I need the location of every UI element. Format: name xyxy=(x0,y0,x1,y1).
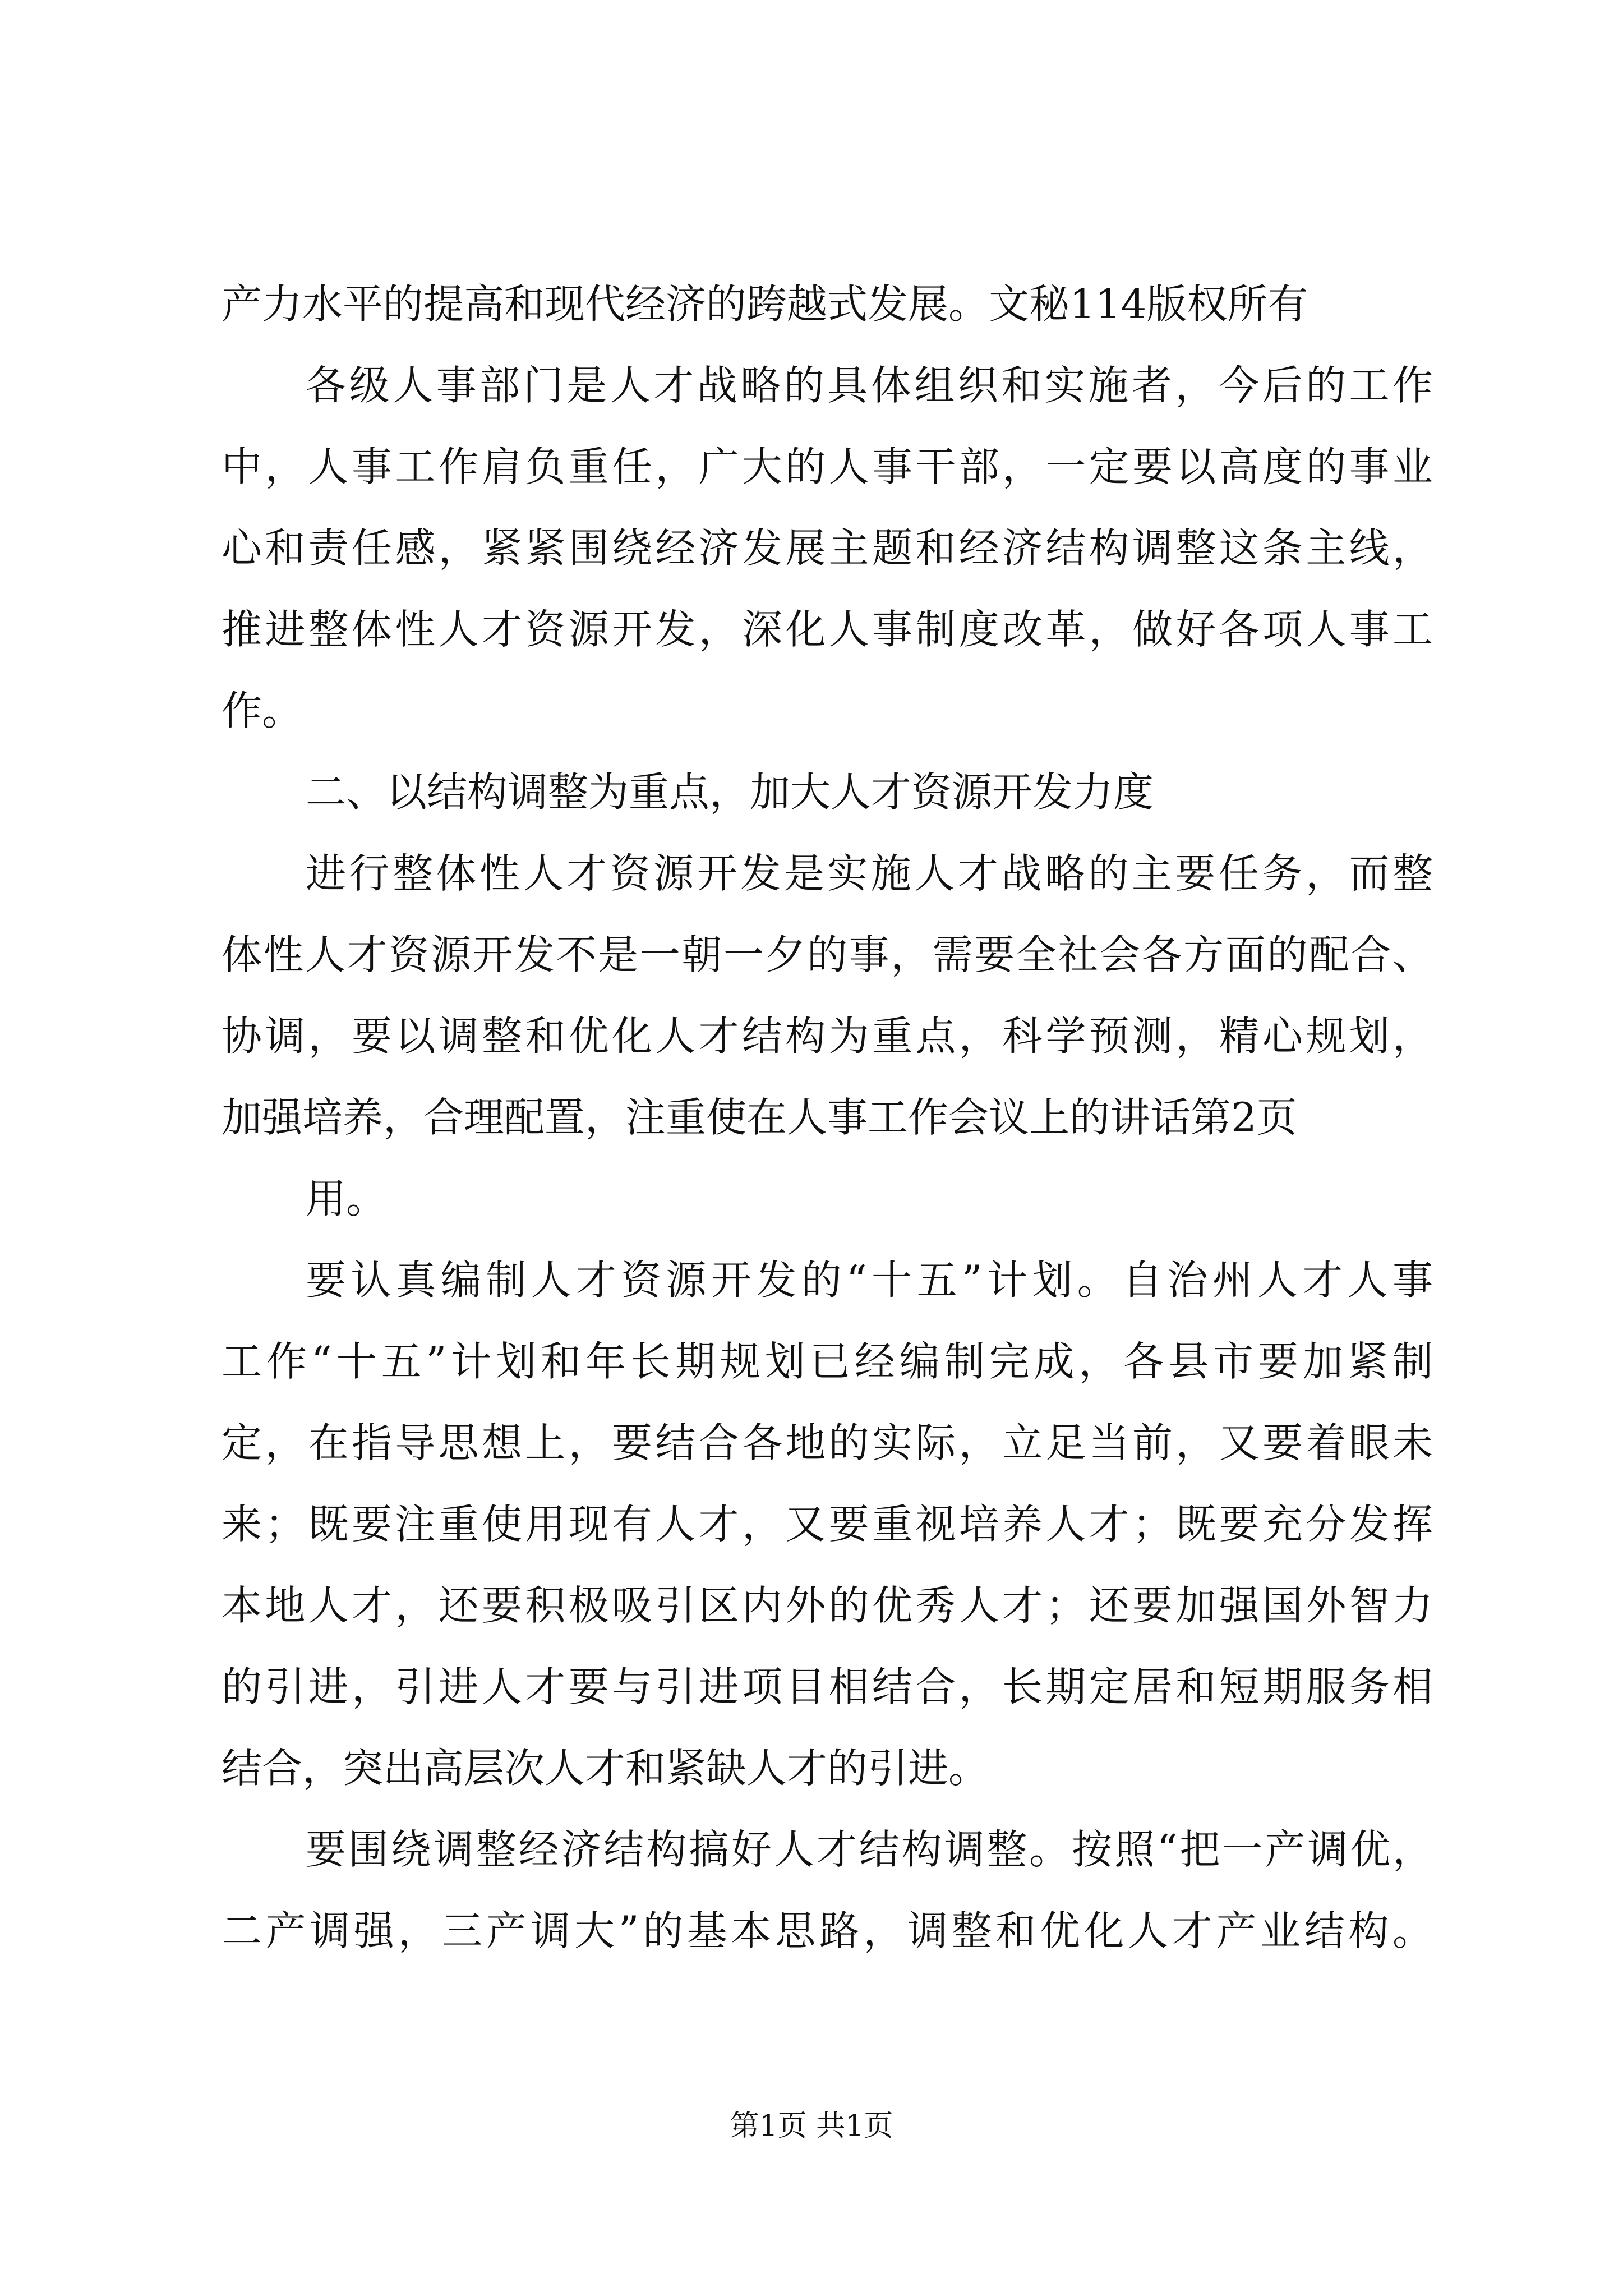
text-line: 产力水平的提高和现代经济的跨越式发展。文秘114版权所有 xyxy=(222,280,1308,328)
text-line: 加强培养，合理配置，注重使在人事工作会议上的讲话第2页 xyxy=(222,1094,1297,1141)
text-line: 二产调强，三产调大”的基本思路，调整和优化人才产业结构。 xyxy=(222,1907,1433,1954)
text-line: 进行整体性人才资源开发是实施人才战略的主要任务，而整 xyxy=(306,850,1433,897)
text-line: 体性人才资源开发不是一朝一夕的事，需要全社会各方面的配合、 xyxy=(222,931,1433,978)
text-line: 中，人事工作肩负重任，广大的人事干部，一定要以高度的事业 xyxy=(222,443,1433,490)
text-line: 工作“十五”计划和年长期规划已经编制完成，各县市要加紧制 xyxy=(222,1338,1433,1385)
page-footer xyxy=(0,2106,1623,2146)
text-line: 协调，要以调整和优化人才结构为重点，科学预测，精心规划， xyxy=(222,1013,1433,1060)
text-line: 定，在指导思想上，要结合各地的实际，立足当前，又要着眼未 xyxy=(222,1419,1433,1466)
text-line: 推进整体性人才资源开发，深化人事制度改革，做好各项人事工 xyxy=(222,606,1433,653)
document-body xyxy=(222,264,1433,1972)
page-number-label: 第1页 共1页 xyxy=(730,2109,893,2143)
text-line: 来；既要注重使用现有人才，又要重视培养人才；既要充分发挥 xyxy=(222,1501,1433,1548)
text-line: 要认真编制人才资源开发的“十五”计划。自治州人才人事 xyxy=(306,1257,1433,1304)
text-line: 心和责任感，紧紧围绕经济发展主题和经济结构调整这条主线， xyxy=(222,524,1433,572)
text-line: 结合，突出高层次人才和紧缺人才的引进。 xyxy=(222,1745,989,1792)
text-line: 用。 xyxy=(306,1175,387,1222)
text-line: 的引进，引进人才要与引进项目相结合，长期定居和短期服务相 xyxy=(222,1663,1433,1710)
text-line: 本地人才，还要积极吸引区内外的优秀人才；还要加强国外智力 xyxy=(222,1582,1433,1629)
text-line: 二、以结构调整为重点，加大人才资源开发力度 xyxy=(306,769,1154,816)
text-line: 作。 xyxy=(222,687,303,734)
text-line: 要围绕调整经济结构搞好人才结构调整。按照“把一产调优， xyxy=(306,1826,1433,1873)
text-line: 各级人事部门是人才战略的具体组织和实施者，今后的工作 xyxy=(306,362,1433,409)
